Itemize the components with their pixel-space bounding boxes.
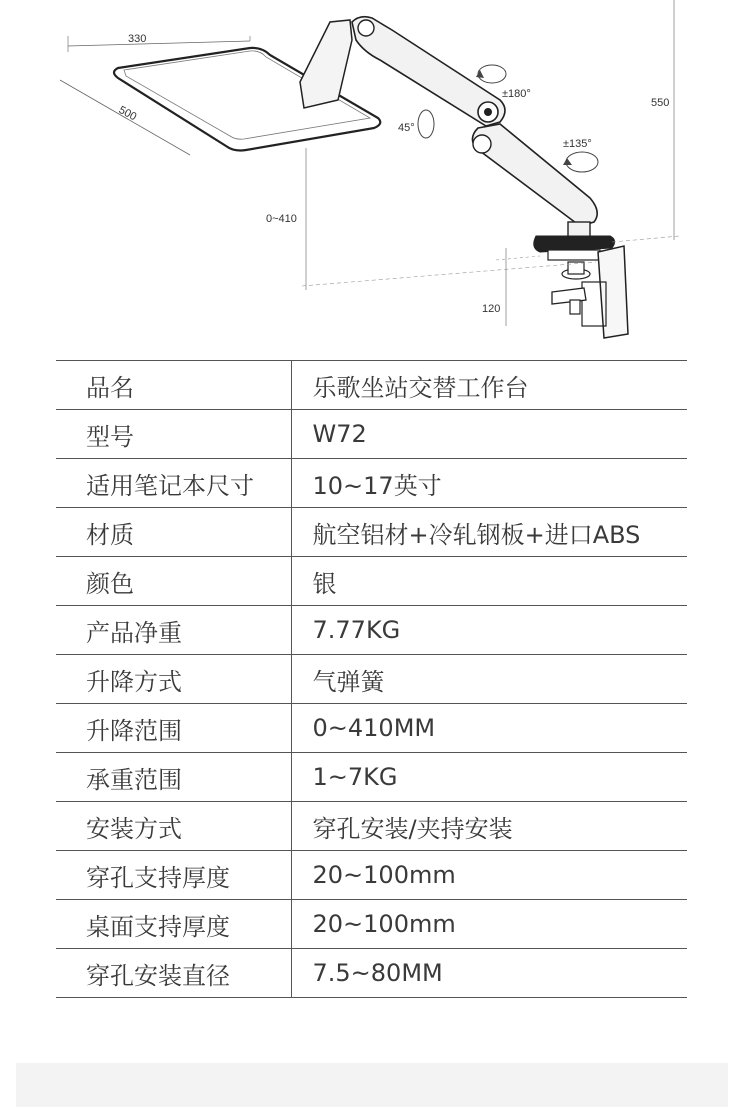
arm-height-label: 550	[651, 97, 670, 109]
spec-value: 气弹簧	[291, 655, 687, 704]
spec-key: 颜色	[56, 557, 291, 606]
spec-key: 升降方式	[56, 655, 291, 704]
spec-value: 0~410MM	[291, 704, 687, 753]
tray-width-label: 330	[128, 33, 147, 45]
table-row	[56, 704, 687, 753]
desk-clamp	[598, 246, 628, 338]
table-row	[56, 851, 687, 900]
rotation-top-label: ±180°	[502, 88, 531, 100]
table-row	[56, 900, 687, 949]
spec-table	[56, 360, 687, 998]
spec-value: 10~17英寸	[291, 459, 687, 508]
spec-value: 1~7KG	[291, 753, 687, 802]
spec-value: 穿孔安装/夹持安装	[291, 802, 687, 851]
table-row	[56, 361, 687, 410]
spec-key: 型号	[56, 410, 291, 459]
table-row	[56, 949, 687, 998]
spec-key: 桌面支持厚度	[56, 900, 291, 949]
spec-value: 银	[291, 557, 687, 606]
tilt-label: 45°	[398, 122, 415, 134]
spec-key: 承重范围	[56, 753, 291, 802]
height-range-label: 0~410	[266, 213, 297, 225]
spec-value: 乐歌坐站交替工作台	[291, 361, 687, 410]
spec-value: 航空铝材+冷轧钢板+进口ABS	[291, 508, 687, 557]
spec-value: 20~100mm	[291, 851, 687, 900]
spec-key: 穿孔支持厚度	[56, 851, 291, 900]
tray-depth-label: 500	[116, 104, 139, 124]
table-row	[56, 802, 687, 851]
spec-value: 20~100mm	[291, 900, 687, 949]
spec-value: W72	[291, 410, 687, 459]
table-row	[56, 557, 687, 606]
table-row	[56, 606, 687, 655]
spec-key: 材质	[56, 508, 291, 557]
table-row	[56, 655, 687, 704]
spec-key: 品名	[56, 361, 291, 410]
spec-key: 适用笔记本尺寸	[56, 459, 291, 508]
spec-value: 7.5~80MM	[291, 949, 687, 998]
spec-key: 安装方式	[56, 802, 291, 851]
table-row	[56, 459, 687, 508]
table-row	[56, 508, 687, 557]
table-row	[56, 753, 687, 802]
spec-key: 穿孔安装直径	[56, 949, 291, 998]
footer-panel	[16, 1063, 728, 1107]
product-dimension-diagram	[0, 0, 750, 350]
rotation-bottom-label: ±135°	[563, 138, 592, 150]
spec-value: 7.77KG	[291, 606, 687, 655]
table-row	[56, 410, 687, 459]
spec-key: 升降范围	[56, 704, 291, 753]
spec-key: 产品净重	[56, 606, 291, 655]
clamp-height-label: 120	[482, 303, 501, 315]
